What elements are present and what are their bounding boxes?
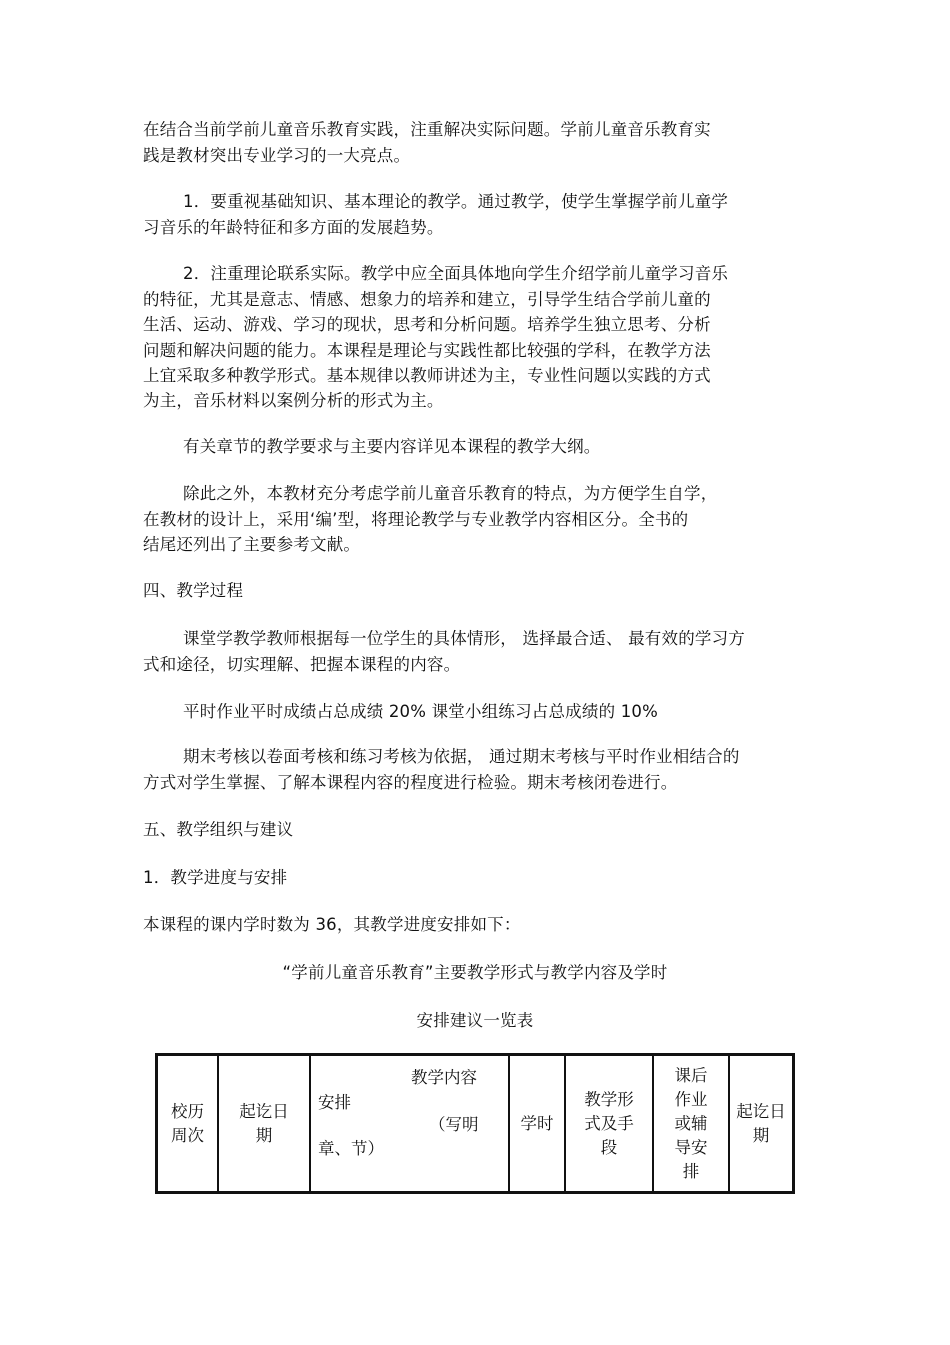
header-cell-homework <box>653 1055 729 1193</box>
cell-text: 排 <box>682 1161 700 1181</box>
header-cell-week <box>157 1055 219 1193</box>
cell-text: 式及手 <box>584 1113 634 1133</box>
cell-text: 期 <box>255 1125 273 1145</box>
section-heading: 四、教学过程 <box>143 581 244 600</box>
header-cell-content <box>310 1055 509 1193</box>
paragraph-line: 有关章节的教学要求与主要内容详见本课程的教学大纲。 <box>183 437 601 456</box>
grading-line: 平时作业平时成绩占总成绩 20% 课堂小组练习占总成绩的 10% <box>183 702 658 721</box>
paragraph-line: 结尾还列出了主要参考文献。 <box>143 535 361 554</box>
paragraph-line: 本课程的课内学时数为 36，其教学进度安排如下： <box>143 915 521 934</box>
cell-text: 学时 <box>520 1113 554 1133</box>
cell-text: 课后 <box>674 1065 708 1085</box>
paragraph-line: 习音乐的年龄特征和多方面的发展趋势。 <box>143 218 444 237</box>
cell-text: 作业 <box>674 1089 708 1109</box>
cell-text: 章、节） <box>318 1139 384 1158</box>
cell-text: 安排 <box>318 1093 351 1112</box>
paragraph-line: 2．注重理论联系实际。教学中应全面具体地向学生介绍学前儿童学习音乐 <box>183 264 729 283</box>
subsection-heading: 1．教学进度与安排 <box>143 868 288 887</box>
header-cell-method <box>565 1055 653 1193</box>
paragraph-line: 式和途径，切实理解、把握本课程的内容。 <box>143 655 461 674</box>
paragraph-line: 的特征，尤其是意志、情感、想象力的培养和建立，引导学生结合学前儿童的 <box>143 290 711 309</box>
cell-text: 起讫日 <box>736 1101 786 1121</box>
paragraph-line: 1．要重视基础知识、基本理论的教学。通过教学，使学生掌握学前儿童学 <box>183 192 729 211</box>
cell-text: （写明 <box>429 1115 479 1134</box>
paragraph-line: 上宜采取多种教学形式。基本规律以教师讲述为主，专业性问题以实践的方式 <box>143 366 711 385</box>
cell-text: 校历 <box>171 1101 204 1121</box>
paragraph-line: 为主，音乐材料以案例分析的形式为主。 <box>143 391 444 410</box>
cell-text: 段 <box>600 1137 618 1157</box>
paragraph-line: 在结合当前学前儿童音乐教育实践，注重解决实际问题。学前儿童音乐教育实 <box>143 120 711 139</box>
header-cell-dates-2 <box>729 1055 794 1193</box>
paragraph-line: 践是教材突出专业学习的一大亮点。 <box>143 146 411 165</box>
schedule-table <box>155 1053 795 1194</box>
paragraph-line: 在教材的设计上，采用‘编’型，将理论教学与专业教学内容相区分。全书的 <box>143 510 689 529</box>
cell-text: 教学形 <box>584 1089 634 1109</box>
header-cell-dates <box>218 1055 310 1193</box>
cell-text: 或辅 <box>674 1113 708 1133</box>
table-header-row <box>157 1055 794 1193</box>
cell-text: 起讫日 <box>239 1101 289 1121</box>
paragraph-line: 生活、运动、游戏、学习的现状，思考和分析问题。培养学生独立思考、分析 <box>143 315 711 334</box>
paragraph-line: 课堂学教学教师根据每一位学生的具体情形， 选择最合适、 最有效的学习方 <box>183 629 745 648</box>
header-cell-hours <box>509 1055 565 1193</box>
table-title: “学前儿童音乐教育”主要教学形式与教学内容及学时 <box>282 963 668 982</box>
paragraph-line: 期末考核以卷面考核和练习考核为依据， 通过期末考核与平时作业相结合的 <box>183 747 740 766</box>
cell-text: 教学内容 <box>411 1068 477 1087</box>
cell-text: 周次 <box>171 1125 204 1145</box>
paragraph-line: 问题和解决问题的能力。本课程是理论与实践性都比较强的学科，在教学方法 <box>143 341 711 360</box>
table-subtitle: 安排建议一览表 <box>416 1011 534 1030</box>
paragraph-line: 方式对学生掌握、了解本课程内容的程度进行检验。期末考核闭卷进行。 <box>143 773 678 792</box>
cell-text: 导安 <box>674 1137 708 1157</box>
section-heading: 五、教学组织与建议 <box>143 820 294 839</box>
paragraph-line: 除此之外，本教材充分考虑学前儿童音乐教育的特点，为方便学生自学， <box>183 484 718 503</box>
cell-text: 期 <box>752 1125 770 1145</box>
